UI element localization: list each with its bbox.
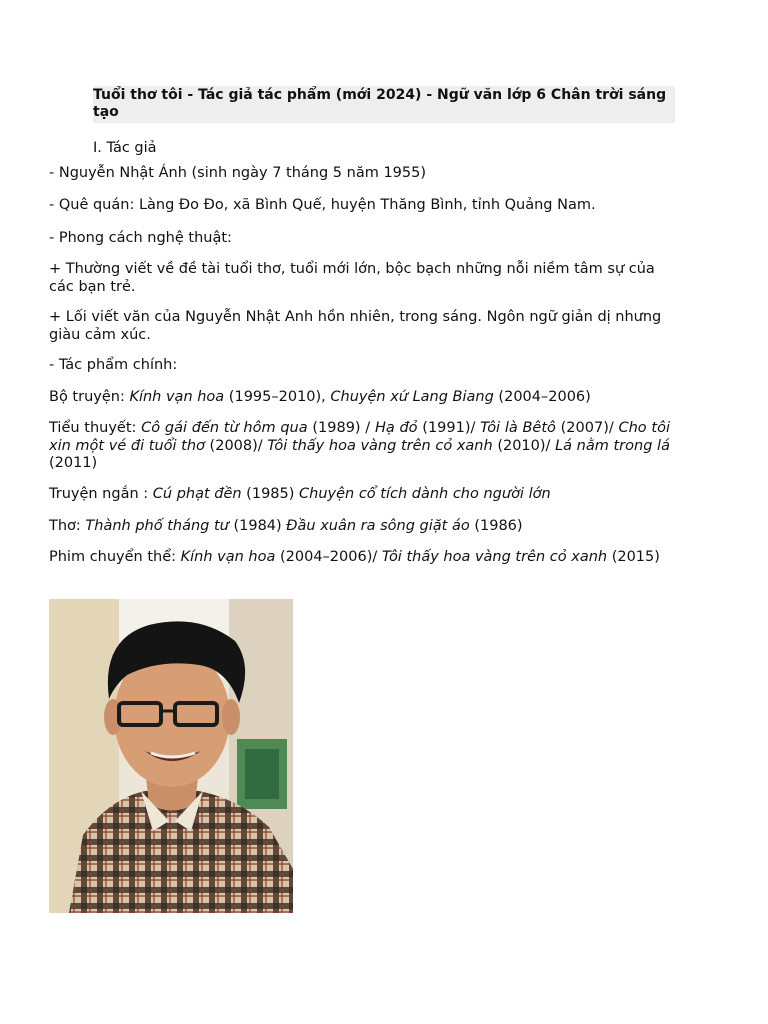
works-heading: - Tác phẩm chính: <box>49 357 178 373</box>
series-line <box>49 389 670 407</box>
short-story-year: (1985) <box>241 486 300 502</box>
style-point-2: + Lối viết văn của Nguyễn Nhật Anh hồn nhiên, trong sáng. Ngôn ngữ giản dị nhưng giàu cảm xúc. <box>49 309 662 343</box>
film-year: (2015) <box>607 549 660 565</box>
style-point-1: + Thường viết về đề tài tuổi thơ, tuổi mới lớn, bộc bạch những nỗi niềm tâm sự của các bạn trẻ. <box>49 261 655 295</box>
short-story-title: Chuyện cổ tích dành cho người lớn <box>299 486 551 502</box>
series-year: (2004–2006) <box>493 389 591 405</box>
novel-title: Lá nằm trong lá <box>555 437 670 454</box>
novel-year: (2010)/ <box>492 437 556 454</box>
hometown-line: - Quê quán: Làng Đo Đo, xã Bình Quế, huyện Thăng Bình, tỉnh Quảng Nam. <box>49 197 596 213</box>
short-story-title: Cú phạt đền <box>152 486 242 502</box>
novel-title: Hạ đỏ <box>374 420 418 436</box>
style-heading: - Phong cách nghệ thuật: <box>49 230 232 246</box>
poem-year: (1986) <box>469 518 523 534</box>
series-year: (1995–2010), <box>224 389 331 405</box>
novel-title: Tôi là Bêtô <box>480 420 556 436</box>
film-title: Tôi thấy hoa vàng trên cỏ xanh <box>381 549 608 565</box>
short-stories-line <box>49 486 670 504</box>
series-work: Chuyện xứ Lang Biang <box>330 389 494 405</box>
films-label: Phim chuyển thể: <box>49 549 181 565</box>
document-title: Tuổi thơ tôi - Tác giả tác phẩm (mới 2024) - Ngữ văn lớp 6 Chân trời sáng tạo <box>93 86 675 123</box>
series-work: Kính vạn hoa <box>129 389 225 405</box>
poems-line <box>49 518 670 536</box>
film-title: Kính vạn hoa <box>180 549 276 565</box>
poems-label: Thơ: <box>49 518 86 534</box>
novel-title: Cho tôi xin một vé đi tuổi thơ <box>49 420 670 454</box>
films-paragraph <box>49 549 670 567</box>
novel-title: Cô gái đến từ hôm qua <box>141 420 308 436</box>
novels-paragraph <box>49 420 670 473</box>
novel-year: (2008)/ <box>204 437 268 454</box>
novel-year: (1991)/ <box>417 420 481 436</box>
film-year: (2004–2006)/ <box>275 549 382 565</box>
series-label: Bộ truyện: <box>49 389 130 405</box>
novel-year: (2007)/ <box>555 420 619 436</box>
short-stories-label: Truyện ngắn : <box>49 486 153 502</box>
poem-year: (1984) <box>228 518 287 534</box>
novel-year: (2011) <box>49 455 98 471</box>
author-portrait-photo <box>49 599 293 913</box>
poem-title: Đầu xuân ra sông giặt áo <box>286 518 470 534</box>
novel-year: (1989) / <box>307 420 375 436</box>
section-heading: I. Tác giả <box>93 140 157 156</box>
novels-label: Tiểu thuyết: <box>49 420 142 436</box>
poem-title: Thành phố tháng tư <box>85 518 229 534</box>
author-line: - Nguyễn Nhật Ánh (sinh ngày 7 tháng 5 năm 1955) <box>49 165 427 181</box>
novel-title: Tôi thấy hoa vàng trên cỏ xanh <box>267 437 493 454</box>
